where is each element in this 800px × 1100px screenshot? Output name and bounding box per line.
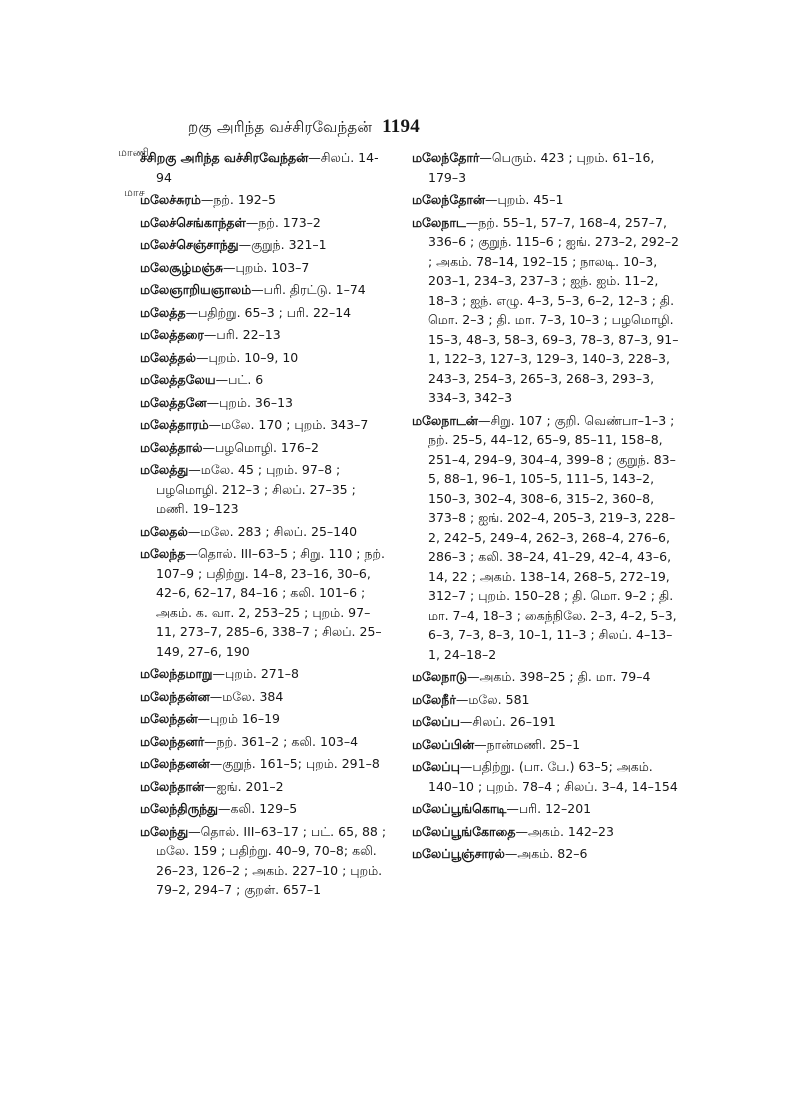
entry-headword: மலேத்தலேய [140,372,216,387]
index-entry [412,411,680,665]
index-entry [140,777,390,797]
entry-references: —நற். 173–2 [245,214,321,230]
entry-headword: மலேச்சுரம் [140,192,201,207]
index-entry [412,213,680,408]
entry-headword: மலேத்தரை [140,327,204,342]
entry-references: —பரி. 22–13 [203,327,281,342]
entry-references: —புறம். 103–7 [222,259,310,275]
page-number: 1194 [382,116,420,137]
entry-headword: மலேந்தன் [140,711,198,726]
entry-headword: மலேந்தமாறு [140,666,213,681]
entry-references: —புறம். 10–9, 10 [195,349,299,365]
entry-references: —பதிற்று. 65–3 ; பரி. 22–14 [185,304,352,320]
index-entry [140,303,390,323]
index-entry [140,213,390,233]
margin-note: மாச [124,186,145,199]
entry-headword: ச்சிறகு அரிந்த வச்சிரவேந்தன் [140,150,309,165]
running-head: றகு அரிந்த வச்சிரவேந்தன் [188,118,373,136]
index-entry [140,460,390,519]
entry-headword: மலேந்த [140,546,186,561]
entry-headword: மலேந்தோன் [412,192,485,207]
index-entry [412,667,680,687]
entry-headword: மலேச்செஞ்சாந்து [140,237,239,252]
entry-references: —மலே. 283 ; சிலப். 25–140 [187,523,358,539]
index-entry [412,712,680,732]
index-entry [412,757,680,796]
entry-headword: மலேத்த [140,304,186,320]
entry-references: —ஐங். 201–2 [204,778,284,794]
index-entry [412,799,680,819]
entry-headword: மலேநாடு [412,669,468,684]
entry-headword: மலேஞாறியஞாலம் [140,282,252,297]
entry-headword: மலேநாடன் [412,412,478,428]
entry-headword: மலேந்திருந்து [140,801,219,816]
entry-references: —கலி. 129–5 [218,801,298,816]
entry-references: —சிறு. 107 ; குறி. வெண்பா–1–3 ; நற். 25–5, 44–12, 65–9, 85–11, 158–8, 251–4, 294–9, 304–4, 399–8 ; குறுந். 83–5, 88–1, 96–1, 105–5, 111–5, 143–2, 150–3, 302–4, 308–6, 315–2, 360–8, 373–8 ; ஐங். 202–4, 205–3, 219–3, 228–2, 242–5, 249–4, 262–3, 268–4, 276–6, 286–3 ; கலி. 38–24, 41–29, 42–4, 43–6, 14, 22 ; அகம். 138–14, 268–5, 272–19, 312–7 ; புறம். 150–28 ; தி. மொ. 9–2 ; தி. மா. 7–4, 18–3 ; கைந்நிலே. 2–3, 4–2, 5–3, 6–3, 7–3, 8–3, 10–1, 11–3 ; சிலப். 4–13–1, 24–18–2 [428,412,677,662]
entry-references: —சிலப். 26–191 [459,714,556,729]
index-entry [412,822,680,842]
entry-references: —அகம். 142–23 [515,823,614,839]
index-entry [140,438,390,458]
entry-headword: மலேந்தன்ன [140,688,210,704]
entry-references: —புறம் 16–19 [197,711,280,726]
index-entry [140,370,390,390]
index-entry [140,687,390,707]
entry-references: —பரி. திரட்டு. 1–74 [251,282,366,297]
index-entry [140,190,390,210]
entry-references: —நற். 55–1, 57–7, 168–4, 257–7, 336–6 ; குறுந். 115–6 ; ஐங். 273–2, 292–2 ; அகம். 78–14, 192–15 ; நாலடி. 10–3, 203–1, 234–3, 237–3 ; ஐந். ஐம். 11–2, 18–3 ; ஐந். எழு. 4–3, 5–3, 6–2, 12–3 ; தி. மொ. 2–3 ; தி. மா. 7–3, 10–3 ; பழமொழி. 15–3, 48–3, 58–3, 69–3, 78–3, 87–3, 91–1, 122–3, 127–3, 129–3, 140–3, 228–3, 243–3, 254–3, 265–3, 268–3, 293–3, 334–3, 342–3 [428,214,679,405]
index-entry [140,544,390,661]
index-entry [140,799,390,819]
entry-headword: மலேப்பூங்கோதை [412,823,516,839]
index-entry [140,822,390,900]
running-header [188,116,420,138]
index-entry [412,148,680,187]
index-entry [140,325,390,345]
entry-references: —பரி. 12–201 [506,801,592,816]
entry-references: —மலே. 384 [209,688,284,704]
index-entry [140,664,390,684]
entry-headword: மலேத்தல் [140,349,196,365]
entry-headword: மலேந்தான் [140,778,205,794]
left-column [140,148,390,903]
entry-headword: மலேந்து [140,823,189,839]
entry-references: —நற். 192–5 [200,192,276,207]
entry-headword: மலேத்தால் [140,439,203,455]
entry-references: —அகம். 398–25 ; தி. மா. 79–4 [467,669,651,684]
index-entry [140,732,390,752]
entry-references: —தொல். III–63–17 ; பட். 65, 88 ; மலே. 159 ; பதிற்று. 40–9, 70–8; கலி. 26–23, 126–2 ; அகம். 227–10 ; புறம். 79–2, 294–7 ; குறள். 657–1 [156,823,387,897]
entry-references: —சிலப். 14-94 [156,150,379,185]
entry-references: —குறுந். 321–1 [238,237,327,252]
entry-references: —மலே. 170 ; புறம். 343–7 [208,417,369,432]
entry-headword: மலேநாட [412,214,466,230]
entry-references: —மலே. 581 [455,691,530,707]
entry-references: —தொல். III–63–5 ; சிறு. 110 ; நற். 107–9 ; பதிற்று. 14–8, 23–16, 30–6, 42–6, 62–17, 84–16 ; கலி. 101–6 ; அகம். க. வா. 2, 253–25 ; புறம். 97–11, 273–7, 285–6, 338–7 ; சிலப். 25–149, 27–6, 190 [156,546,385,659]
entry-headword: மலேத்து [140,462,189,477]
index-entry [412,735,680,755]
entry-headword: மலேத்தாரம் [140,417,209,432]
index-entry [140,235,390,255]
entry-headword: மலேப்பு [412,759,460,774]
index-entry [140,348,390,368]
right-column [412,148,680,867]
entry-headword: மலேசூழ்மஞ்சு [140,259,223,275]
entry-references: —நற். 361–2 ; கலி. 103–4 [204,733,359,749]
entry-references: —மலே. 45 ; புறம். 97–8 ; பழமொழி. 212–3 ; சிலப். 27–35 ; மணி. 19–123 [156,462,356,516]
entry-references: —குறுந். 161–5; புறம். 291–8 [209,756,380,771]
index-entry [140,280,390,300]
entry-headword: மலேப்பின் [412,736,475,752]
entry-headword: மலேந்தனர் [140,733,205,749]
entry-headword: மலேப்ப [412,714,460,729]
entry-headword: மலேத்தனே [140,394,207,410]
index-entry [140,415,390,435]
index-entry [140,393,390,413]
index-entry [140,522,390,542]
entry-references: —நான்மணி. 25–1 [474,736,581,752]
entry-references: —பழமொழி. 176–2 [202,439,319,455]
entry-headword: மலேச்செங்காந்தள் [140,214,246,230]
margin-note: மாணி [118,146,149,159]
entry-headword: மலேப்பூங்கொடி [412,801,507,816]
index-entry [412,844,680,864]
index-entry [140,709,390,729]
entry-headword: மலேப்பூஞ்சாரல் [412,846,505,861]
index-entry [412,190,680,210]
entry-headword: மலேந்தோர் [412,150,480,165]
entry-references: —பட். 6 [215,372,264,387]
index-entry [412,690,680,710]
entry-references: —அகம். 82–6 [504,846,588,861]
entry-headword: மலேநீர் [412,691,456,707]
entry-references: —புறம். 45–1 [485,192,564,207]
index-entry [140,258,390,278]
index-entry [140,754,390,774]
entry-headword: மலேந்தனன் [140,756,210,771]
entry-references: —பதிற்று. (பா. பே.) 63–5; அகம். 140–10 ; புறம். 78–4 ; சிலப். 3–4, 14–154 [428,759,678,794]
entry-references: —பெரும். 423 ; புறம். 61–16, 179–3 [428,150,655,185]
index-entry [140,148,390,187]
entry-references: —புறம். 271–8 [212,666,299,681]
entry-references: —புறம். 36–13 [206,394,293,410]
entry-headword: மலேதல் [140,523,188,539]
